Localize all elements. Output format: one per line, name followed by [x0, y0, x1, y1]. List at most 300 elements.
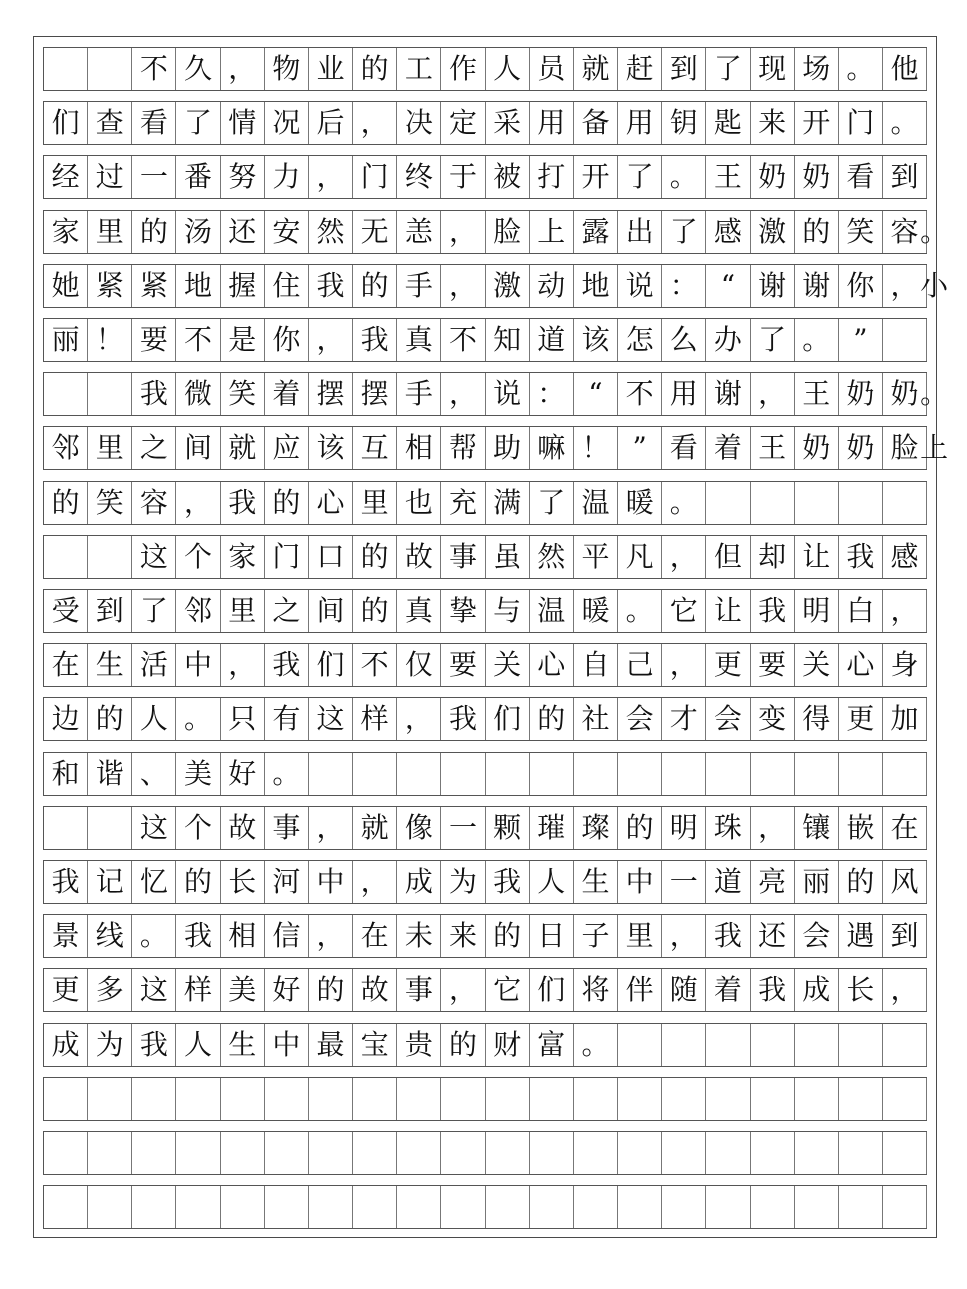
grid-cell: ” [618, 427, 662, 469]
grid-cell: 定 [441, 102, 485, 144]
grid-cell [441, 1132, 485, 1174]
grid-cell: 感 [706, 211, 750, 253]
grid-cell: 打 [530, 156, 574, 198]
grid-cell: 感 [883, 536, 927, 578]
grid-cell: ， [353, 102, 397, 144]
grid-cell [839, 1024, 883, 1066]
grid-cell: ， [662, 644, 706, 686]
grid-cell: 多 [88, 969, 132, 1011]
grid-cell: 赶 [618, 48, 662, 90]
grid-cell: 地 [574, 265, 618, 307]
grid-cell [486, 1078, 530, 1120]
grid-cell: 来 [441, 915, 485, 957]
grid-cell: 应 [265, 427, 309, 469]
grid-cell [795, 1078, 839, 1120]
grid-cell [795, 482, 839, 524]
grid-cell: 日 [530, 915, 574, 957]
grid-cell: 中 [618, 861, 662, 903]
grid-cell: 的 [309, 969, 353, 1011]
grid-cell: 脸 [486, 211, 530, 253]
grid-cell: 么 [662, 319, 706, 361]
grid-cell: 了 [132, 590, 176, 632]
grid-cell: 身 [883, 644, 927, 686]
grid-cell: 知 [486, 319, 530, 361]
grid-cell: 不 [353, 644, 397, 686]
grid-cell: 作 [441, 48, 485, 90]
grid-cell: ， [662, 915, 706, 957]
grid-cell [751, 482, 795, 524]
grid-cell: 了 [706, 48, 750, 90]
grid-cell: 我 [751, 969, 795, 1011]
grid-cell [883, 1024, 927, 1066]
grid-cell [176, 1186, 220, 1228]
grid-cell: 记 [88, 861, 132, 903]
grid-cell [662, 1024, 706, 1066]
grid-cell: 决 [397, 102, 441, 144]
grid-cell: 笑 [839, 211, 883, 253]
grid-cell [662, 753, 706, 795]
grid-cell: 人 [530, 861, 574, 903]
grid-cell: 像 [397, 807, 441, 849]
grid-cell: 力 [265, 156, 309, 198]
grid-cell: 故 [221, 807, 265, 849]
grid-cell: 人 [486, 48, 530, 90]
grid-cell: 成 [795, 969, 839, 1011]
grid-cell: 富 [530, 1024, 574, 1066]
grid-cell: 奶 [839, 373, 883, 415]
grid-row [43, 318, 927, 362]
grid-cell: 生 [88, 644, 132, 686]
grid-row [43, 1185, 927, 1229]
grid-row [43, 806, 927, 850]
grid-cell: 就 [221, 427, 265, 469]
grid-cell: 的 [839, 861, 883, 903]
grid-cell: 更 [839, 698, 883, 740]
grid-cell: 着 [265, 373, 309, 415]
grid-cell: ， [441, 211, 485, 253]
grid-cell: 互 [353, 427, 397, 469]
grid-cell: 握 [221, 265, 265, 307]
grid-cell: 恙 [397, 211, 441, 253]
grid-cell: 活 [132, 644, 176, 686]
grid-cell: ： [530, 373, 574, 415]
grid-cell: 的 [530, 698, 574, 740]
grid-cell: 一 [662, 861, 706, 903]
grid-cell: 了 [176, 102, 220, 144]
grid-cell: 随 [662, 969, 706, 1011]
grid-row [43, 752, 927, 796]
grid-cell [309, 1186, 353, 1228]
grid-cell: 着 [706, 427, 750, 469]
grid-cell: 笑 [88, 482, 132, 524]
grid-cell [839, 1132, 883, 1174]
grid-cell: 里 [88, 427, 132, 469]
grid-cell: 动 [530, 265, 574, 307]
grid-cell: 就 [574, 48, 618, 90]
grid-cell: 还 [221, 211, 265, 253]
grid-cell [441, 1186, 485, 1228]
grid-cell: 容 [132, 482, 176, 524]
grid-cell [883, 482, 927, 524]
grid-cell: 美 [221, 969, 265, 1011]
grid-cell: 还 [751, 915, 795, 957]
grid-cell: 要 [132, 319, 176, 361]
grid-cell [618, 753, 662, 795]
grid-cell [88, 373, 132, 415]
grid-cell: ， [309, 807, 353, 849]
grid-cell: 让 [795, 536, 839, 578]
grid-cell: 长 [839, 969, 883, 1011]
grid-cell: 王 [706, 156, 750, 198]
grid-cell: 他 [883, 48, 927, 90]
grid-cell: 的 [176, 861, 220, 903]
grid-cell [706, 482, 750, 524]
grid-cell: 不 [441, 319, 485, 361]
grid-cell: 看 [132, 102, 176, 144]
grid-cell: 丽 [44, 319, 88, 361]
grid-cell: 明 [662, 807, 706, 849]
grid-cell [88, 536, 132, 578]
grid-cell: 伴 [618, 969, 662, 1011]
grid-cell: 社 [574, 698, 618, 740]
grid-cell [751, 1078, 795, 1120]
grid-cell: 只 [221, 698, 265, 740]
grid-cell [176, 1132, 220, 1174]
grid-cell: 摆 [353, 373, 397, 415]
grid-row [43, 535, 927, 579]
grid-cell: 。 [176, 698, 220, 740]
grid-cell: 王 [751, 427, 795, 469]
grid-row [43, 1077, 927, 1121]
grid-cell: 住 [265, 265, 309, 307]
grid-cell: 地 [176, 265, 220, 307]
grid-cell [751, 1186, 795, 1228]
grid-cell: 奶 [795, 156, 839, 198]
grid-cell [618, 1078, 662, 1120]
grid-cell: 们 [530, 969, 574, 1011]
grid-cell: 是 [221, 319, 265, 361]
grid-cell: 谢 [751, 265, 795, 307]
grid-row [43, 589, 927, 633]
grid-cell: 道 [530, 319, 574, 361]
grid-cell: 场 [795, 48, 839, 90]
grid-cell: ， [353, 861, 397, 903]
grid-cell: 温 [574, 482, 618, 524]
grid-cell: 贵 [397, 1024, 441, 1066]
grid-cell [353, 1078, 397, 1120]
grid-cell [44, 48, 88, 90]
grid-cell: 到 [883, 156, 927, 198]
grid-cell: 事 [265, 807, 309, 849]
grid-cell [44, 1132, 88, 1174]
grid-cell: 们 [309, 644, 353, 686]
grid-row [43, 914, 927, 958]
grid-cell: 里 [221, 590, 265, 632]
grid-cell: 满 [486, 482, 530, 524]
grid-cell: ， [883, 590, 927, 632]
grid-cell: 经 [44, 156, 88, 198]
grid-cell: 工 [397, 48, 441, 90]
grid-cell: 露 [574, 211, 618, 253]
grid-cell: 的 [132, 211, 176, 253]
grid-cell: 谐 [88, 753, 132, 795]
grid-cell: 成 [397, 861, 441, 903]
grid-cell: 你 [265, 319, 309, 361]
grid-cell [618, 1132, 662, 1174]
grid-cell: ， [883, 969, 927, 1011]
grid-cell: 好 [221, 753, 265, 795]
grid-cell: 们 [44, 102, 88, 144]
grid-cell: 的 [44, 482, 88, 524]
grid-cell: 说 [618, 265, 662, 307]
grid-cell: 风 [883, 861, 927, 903]
grid-cell: 到 [88, 590, 132, 632]
grid-cell: 将 [574, 969, 618, 1011]
grid-cell: 她 [44, 265, 88, 307]
grid-cell [662, 1132, 706, 1174]
grid-cell: 为 [88, 1024, 132, 1066]
grid-cell: 要 [751, 644, 795, 686]
grid-cell: 。 [795, 319, 839, 361]
grid-cell: 未 [397, 915, 441, 957]
grid-cell [397, 1078, 441, 1120]
grid-cell: 手 [397, 373, 441, 415]
grid-cell: 着 [706, 969, 750, 1011]
grid-row [43, 860, 927, 904]
grid-cell: 开 [574, 156, 618, 198]
grid-cell: 要 [441, 644, 485, 686]
grid-cell [353, 1186, 397, 1228]
grid-cell: 样 [353, 698, 397, 740]
grid-cell: 笑 [221, 373, 265, 415]
grid-cell: 奶 [751, 156, 795, 198]
grid-cell [883, 319, 927, 361]
grid-cell: 现 [751, 48, 795, 90]
grid-row [43, 481, 927, 525]
grid-cell [309, 1132, 353, 1174]
grid-cell [309, 753, 353, 795]
grid-cell [706, 1078, 750, 1120]
grid-cell [883, 753, 927, 795]
grid-cell: 过 [88, 156, 132, 198]
grid-cell: 该 [309, 427, 353, 469]
grid-cell: 物 [265, 48, 309, 90]
grid-cell: ， [221, 48, 265, 90]
grid-cell [44, 807, 88, 849]
grid-cell: 不 [132, 48, 176, 90]
grid-cell: 我 [486, 861, 530, 903]
grid-cell [751, 1132, 795, 1174]
grid-cell: 真 [397, 319, 441, 361]
grid-cell: 。 [839, 48, 883, 90]
grid-cell: 到 [883, 915, 927, 957]
grid-cell: 样 [176, 969, 220, 1011]
grid-cell: 会 [618, 698, 662, 740]
grid-cell: 忆 [132, 861, 176, 903]
grid-cell [486, 1132, 530, 1174]
grid-cell: 生 [221, 1024, 265, 1066]
grid-cell: ， [309, 915, 353, 957]
grid-cell: 让 [706, 590, 750, 632]
grid-cell: “ [706, 265, 750, 307]
grid-cell [44, 536, 88, 578]
grid-cell: 家 [44, 211, 88, 253]
grid-cell: 终 [397, 156, 441, 198]
grid-cell: 手 [397, 265, 441, 307]
grid-cell: 了 [751, 319, 795, 361]
grid-cell: 心 [839, 644, 883, 686]
grid-cell [397, 1186, 441, 1228]
grid-row [43, 426, 949, 470]
grid-cell: 受 [44, 590, 88, 632]
grid-cell: 里 [353, 482, 397, 524]
grid-cell: 充 [441, 482, 485, 524]
grid-cell: 信 [265, 915, 309, 957]
grid-cell: 我 [265, 644, 309, 686]
grid-cell [706, 1186, 750, 1228]
grid-cell: 宝 [353, 1024, 397, 1066]
grid-cell: 努 [221, 156, 265, 198]
grid-cell: 中 [176, 644, 220, 686]
grid-cell: 到 [662, 48, 706, 90]
grid-cell [574, 1186, 618, 1228]
grid-cell: 用 [618, 102, 662, 144]
grid-cell: 的 [353, 48, 397, 90]
grid-cell [751, 753, 795, 795]
grid-cell [353, 753, 397, 795]
grid-cell [44, 1186, 88, 1228]
grid-cell: 的 [486, 915, 530, 957]
grid-cell: ， [751, 807, 795, 849]
grid-cell: 紧 [132, 265, 176, 307]
grid-cell [618, 1024, 662, 1066]
grid-cell: 的 [618, 807, 662, 849]
grid-cell: 紧 [88, 265, 132, 307]
grid-cell [397, 753, 441, 795]
grid-cell: 平 [574, 536, 618, 578]
grid-cell [88, 1078, 132, 1120]
grid-cell: 们 [486, 698, 530, 740]
grid-cell: 道 [706, 861, 750, 903]
grid-cell [839, 1078, 883, 1120]
grid-cell: 白 [839, 590, 883, 632]
grid-cell: 。 [883, 102, 927, 144]
grid-cell: 员 [530, 48, 574, 90]
grid-cell: 脸 上 [883, 427, 927, 469]
grid-cell: ” [839, 319, 883, 361]
grid-cell: 看 [839, 156, 883, 198]
grid-cell: 关 [795, 644, 839, 686]
grid-cell: 安 [265, 211, 309, 253]
grid-row [43, 1131, 927, 1175]
grid-cell [132, 1078, 176, 1120]
grid-cell: 会 [795, 915, 839, 957]
grid-row [43, 697, 927, 741]
grid-cell: 也 [397, 482, 441, 524]
grid-cell: 不 [176, 319, 220, 361]
grid-cell: 故 [397, 536, 441, 578]
grid-cell: 景 [44, 915, 88, 957]
grid-cell [883, 1078, 927, 1120]
grid-cell [574, 1078, 618, 1120]
grid-cell: 仅 [397, 644, 441, 686]
grid-cell [309, 1078, 353, 1120]
grid-cell: 开 [795, 102, 839, 144]
grid-cell: 我 [353, 319, 397, 361]
grid-cell [839, 482, 883, 524]
grid-cell: 。 [574, 1024, 618, 1066]
grid-cell [706, 753, 750, 795]
grid-cell: 它 [662, 590, 706, 632]
grid-cell: 我 [706, 915, 750, 957]
grid-cell: 帮 [441, 427, 485, 469]
grid-cell: 长 [221, 861, 265, 903]
grid-cell: 备 [574, 102, 618, 144]
grid-cell: 线 [88, 915, 132, 957]
grid-cell: 的 [353, 536, 397, 578]
grid-cell: 在 [44, 644, 88, 686]
grid-cell: 暖 [574, 590, 618, 632]
grid-cell: 虽 [486, 536, 530, 578]
grid-cell: 嘛 [530, 427, 574, 469]
grid-cell: 就 [353, 807, 397, 849]
grid-cell [574, 753, 618, 795]
grid-cell [221, 1132, 265, 1174]
grid-cell: 挚 [441, 590, 485, 632]
grid-cell: 说 [486, 373, 530, 415]
grid-cell: 加 [883, 698, 927, 740]
grid-cell [88, 807, 132, 849]
grid-cell: 嵌 [839, 807, 883, 849]
grid-cell [574, 1132, 618, 1174]
grid-cell: 人 [176, 1024, 220, 1066]
grid-cell: 成 [44, 1024, 88, 1066]
grid-row [43, 643, 927, 687]
grid-cell: 故 [353, 969, 397, 1011]
grid-cell: 间 [176, 427, 220, 469]
grid-cell [132, 1186, 176, 1228]
grid-cell: 采 [486, 102, 530, 144]
grid-cell: 门 [839, 102, 883, 144]
grid-cell [530, 1132, 574, 1174]
grid-cell: 为 [441, 861, 485, 903]
grid-cell: 看 [662, 427, 706, 469]
grid-cell [839, 1186, 883, 1228]
grid-cell [221, 1186, 265, 1228]
grid-cell [795, 1132, 839, 1174]
grid-cell: 不 [618, 373, 662, 415]
grid-cell: 间 [309, 590, 353, 632]
grid-cell: ， [751, 373, 795, 415]
grid-cell: 办 [706, 319, 750, 361]
grid-cell: 我 [839, 536, 883, 578]
grid-cell: 用 [662, 373, 706, 415]
grid-cell: 子 [574, 915, 618, 957]
grid-cell: 无 [353, 211, 397, 253]
grid-cell: 事 [441, 536, 485, 578]
grid-cell: 的 [795, 211, 839, 253]
grid-cell: 人 [132, 698, 176, 740]
grid-cell: 、 [132, 753, 176, 795]
grid-cell: 钥 [662, 102, 706, 144]
grid-cell [795, 1024, 839, 1066]
grid-cell: 美 [176, 753, 220, 795]
grid-cell: 门 [265, 536, 309, 578]
grid-cell: ， 小 [883, 265, 927, 307]
grid-cell: 凡 [618, 536, 662, 578]
grid-cell: ！ [88, 319, 132, 361]
grid-cell: 暖 [618, 482, 662, 524]
